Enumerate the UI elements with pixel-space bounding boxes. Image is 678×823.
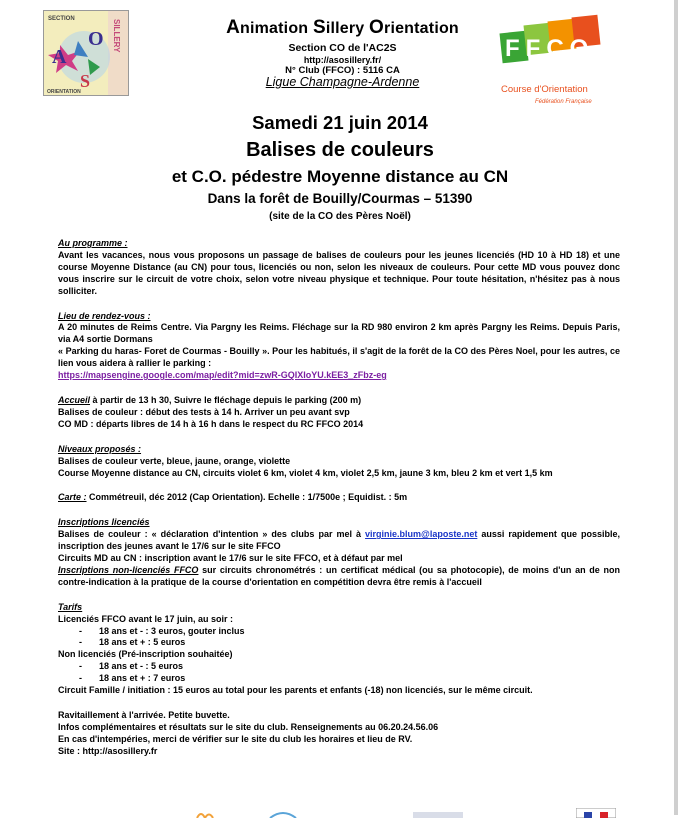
event-site-note: (site de la CO des Pères Noël) [269,211,411,222]
ffco-name: Course d'Orientation [501,84,588,95]
accueil-line-3: CO MD : départs libres de 14 h à 16 h dans le respect du RC FFCO 2014 [58,418,364,429]
tarifs-lic-item-text: 18 ans et + : 5 euros [99,637,186,648]
aso-logo [43,10,129,96]
inscriptions-nl-text: sur circuits chronométrés : un certificat médical (ou sa photocopie), de moins d'un an de non contre-indication à la pratique de la course d'orientation en compétition devra être remis à l'accueil [58,564,620,587]
carte-line [58,492,620,504]
club-ligue: Ligue Champagne-Ardenne [265,75,420,89]
club-title-o: O [369,17,385,38]
accueil-line-2: Balises de couleur : début des tests à 14 h. Arriver un peu avant svp [58,406,350,417]
tarifs-famille: Circuit Famille / initiation : 15 euros au total pour les parents et enfants (-18) non licenciés, sur le même circuit. [58,685,533,696]
carte-text: Commétreuil, déc 2012 (Cap Orientation). Echelle : 1/7500e ; Equidist. : 5m [86,492,408,503]
programme-heading: Au programme : [58,238,128,248]
inscriptions-nl-heading: Inscriptions non-licenciés FFCO [58,564,199,575]
footer-line-1: Ravitaillement à l'arrivée. Petite buvette. [58,710,230,720]
logo-word-section: SECTION [48,16,75,22]
ffco-sub: Fédération Française [535,99,592,105]
club-title-a: A [226,17,241,38]
ffco-letters: FFCO [505,35,595,62]
niveaux-line-1: Balises de couleur verte, bleue, jaune, orange, violette [58,455,291,466]
logo-letter-s: S [80,71,91,91]
map-link[interactable]: https://mapsengine.google.com/map/edit?mid=zwR-GQIXIoYU.kEE3_zFbz-eg [58,370,387,381]
sponsor-logo-3-graphic [413,808,463,818]
accueil-heading: Accueil [58,394,91,405]
tarifs-licencies: Licenciés FFCO avant le 17 juin, au soir : [58,613,234,624]
tarifs-non-licencies: Non licenciés (Pré-inscription souhaitée) [58,649,233,660]
page-edge [674,0,678,815]
tarifs-nl-item-text: 18 ans et + : 7 euros [99,673,186,684]
niveaux-heading: Niveaux proposés : [58,443,142,454]
footer-line-2: Infos complémentaires et résultats sur le site du club. Renseignements au 06.20.24.56.06 [58,721,439,732]
inscriptions-line-1-pre: Balises de couleur : « déclaration d'intention » des clubs par mel à [58,529,366,540]
logo-word-sillery: SILLERY [112,19,121,53]
club-url: http://asosillery.fr/ [303,55,382,65]
rdv-text-2: « Parking du haras- Foret de Courmas - Bouilly ». Pour les habitués, il s'agit de la forêt de la CO des Pères Noel, pour les autres, ce lien vous aidera à rallier le parking : [58,346,620,369]
logo-letter-o: O [88,28,104,50]
tarifs-lic-item [58,637,620,649]
document-body [58,238,620,758]
footer-line-3: En cas d'intempéries, merci de vérifier sur le site du club les horaires et lieu de RV. [58,733,413,744]
footer-line-4: Site : http://asosillery.fr [58,745,158,756]
inscriptions-line-1 [58,529,620,553]
club-title-s: S [312,17,326,38]
rdv-text-1: A 20 minutes de Reims Centre. Via Pargny les Reims. Fléchage sur la RD 980 environ 2 km après Pargny les Reims. Depuis Paris, via A4 sortie Dormans [58,322,620,345]
logo-word-orientation: ORIENTATION [47,89,81,95]
club-title [150,17,535,39]
event-subtitle: et C.O. pédestre Moyenne distance au CN [171,167,509,186]
event-location: Dans la forêt de Bouilly/Courmas – 51390 [207,191,473,206]
sponsor-logo-2-graphic [268,808,298,818]
logo-letter-a: A [52,46,67,68]
inscriptions-heading: Inscriptions licenciés [58,517,150,528]
dash: - [79,625,82,636]
inscriptions-line-1-post: aussi rapidement que possible, inscription des jeunes avant le 17/6 sur le site FFCO [58,529,620,552]
accueil-line [58,395,620,407]
club-title-s-rest: illery [325,20,370,37]
rdv-heading: Lieu de rendez-vous : [58,310,151,321]
dash: - [79,673,82,684]
inscriptions-line-2: Circuits MD au CN : inscription avant le 17/6 sur le site FFCO, et à défaut par mel [58,553,403,564]
sponsor-logo-4 [576,805,616,815]
programme-text: Avant les vacances, nous vous proposons un passage de balises de couleurs pour les jeunes licenciés (HD 10 à HD 18) et une course Moyenne Distance (au CN) pour tous, licenciés ou non, selon les niveaux de couleurs. Pour cette MD vous pouvez donc vous inscrire sur le circuit de votre choix, selon votre niveau physique et technique. Pour toute hésitation, n'hésitez pas à nous solliciter. [58,249,620,296]
sponsor-logo-1 [195,805,215,815]
sponsor-logo-3 [413,805,463,815]
club-number: N° Club (FFCO) : 5116 CA [285,65,400,76]
dash: - [79,637,82,648]
tarifs-lic-item [58,626,620,638]
dash: - [79,661,82,672]
carte-heading: Carte : [58,492,87,503]
sponsor-logo-2 [268,805,298,815]
event-title: Balises de couleurs [246,139,434,161]
event-date: Samedi 21 juin 2014 [252,112,428,133]
niveaux-line-2: Course Moyenne distance au CN, circuits violet 6 km, violet 4 km, violet 2,5 km, jaune 3 km, bleu 2 km et vert 1,5 km [58,467,553,478]
club-title-a-rest: nimation [240,20,313,37]
sponsor-logo-4-graphic [576,808,616,818]
tarifs-nl-item [58,661,620,673]
tarifs-heading: Tarifs [58,601,83,612]
email-link[interactable]: virginie.blum@laposte.net [365,529,478,540]
tarifs-nl-item [58,673,620,685]
aso-logo-graphic [44,11,128,95]
tarifs-nl-item-text: 18 ans et - : 5 euros [99,661,184,672]
tarifs-lic-item-text: 18 ans et - : 3 euros, gouter inclus [99,625,245,636]
sponsor-logo-1-graphic [195,808,215,818]
accueil-text: à partir de 13 h 30, Suivre le fléchage depuis le parking (200 m) [90,394,362,405]
club-title-o-rest: rientation [384,20,459,37]
club-section: Section CO de l'AC2S [288,42,397,54]
inscriptions-nl [58,565,620,589]
